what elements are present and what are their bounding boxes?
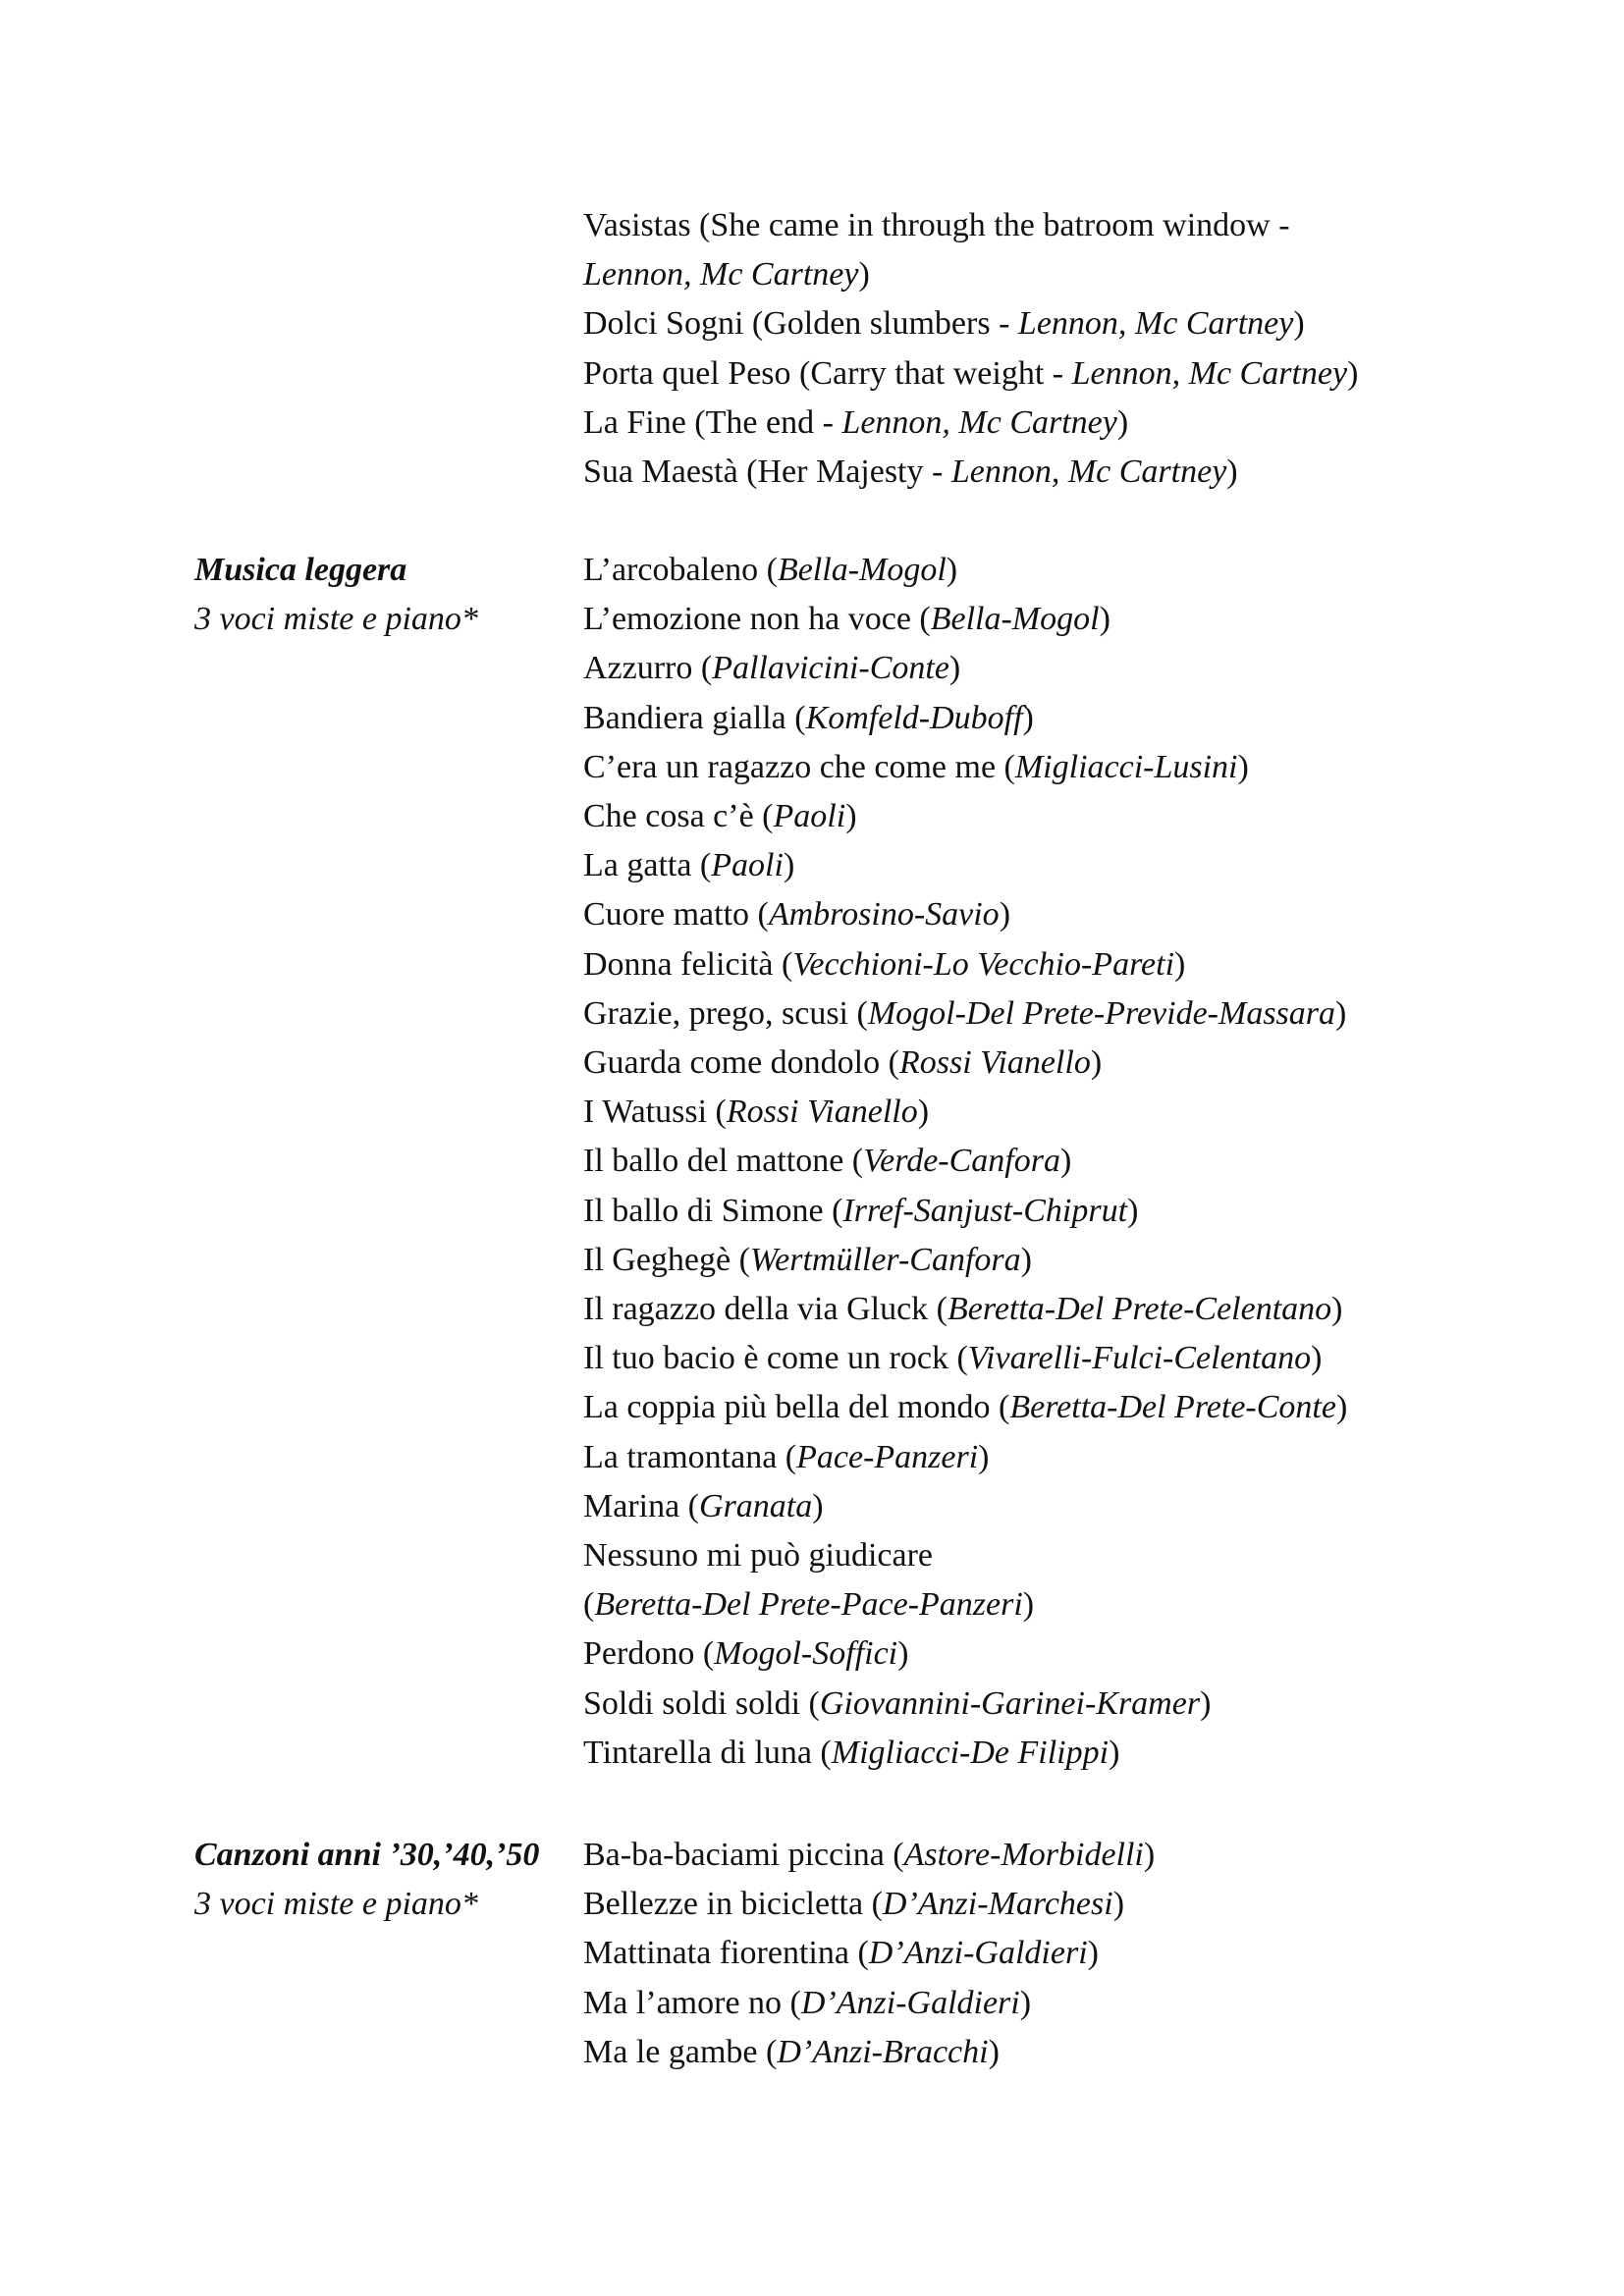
song-title: Azzurro (: [583, 650, 713, 687]
song-authors: Lennon, Mc Cartney: [583, 256, 859, 294]
song-title: ): [897, 1635, 909, 1673]
song-title: ): [948, 650, 961, 687]
song-authors: Paoli: [773, 798, 846, 835]
song-title: I Watussi (: [583, 1094, 727, 1131]
song-entry: [583, 1929, 1565, 1978]
song-authors: Beretta-Del Prete-Celentano: [947, 1291, 1332, 1328]
song-authors: Paoli: [711, 847, 784, 884]
song-title: Il tuo bacio è come un rock (: [583, 1340, 968, 1377]
song-title: Il ragazzo della via Gluck (: [583, 1291, 947, 1328]
song-entry: [583, 546, 1565, 595]
song-authors: Migliacci-Lusini: [1014, 748, 1238, 785]
song-title: Soldi soldi soldi (: [583, 1684, 820, 1722]
song-title: Ma l’amore no (: [583, 1984, 801, 2021]
section-subtitle: 3 voci miste e piano*: [194, 601, 478, 637]
song-title: Nessuno mi può giudicare: [583, 1537, 933, 1575]
song-entry: [583, 1729, 1565, 1778]
song-authors: Lennon, Mc Cartney: [950, 454, 1227, 491]
song-title: ): [1335, 994, 1347, 1032]
song-entry: [583, 644, 1565, 693]
song-authors: Beretta-Del Prete-Pace-Panzeri: [594, 1586, 1023, 1624]
song-entry: [583, 1880, 1565, 1929]
song-title: ): [1019, 1984, 1032, 2021]
song-title: ): [1116, 403, 1129, 441]
song-title: Perdono (: [583, 1635, 715, 1673]
song-authors: Mogol-Del Prete-Previde-Massara: [867, 994, 1336, 1032]
song-title: Ma le gambe (: [583, 2033, 778, 2070]
song-authors: Pallavicini-Conte: [712, 650, 949, 687]
song-authors: Pace-Panzeri: [796, 1438, 979, 1475]
song-title: ): [1090, 1044, 1103, 1082]
song-list: [583, 201, 1565, 497]
song-title: C’era un ragazzo che come me (: [583, 748, 1015, 785]
song-entry: [583, 1433, 1565, 1482]
song-entry: [583, 1285, 1565, 1334]
song-title: La gatta (: [583, 847, 712, 884]
song-entry: [583, 1580, 1565, 1629]
song-title: Sua Maestà (Her Majesty -: [583, 454, 951, 491]
song-title: ): [1099, 601, 1110, 638]
song-authors: Lennon, Mc Cartney: [1017, 305, 1294, 343]
song-list: [583, 1831, 1565, 2077]
song-title: Guarda come dondolo (: [583, 1044, 899, 1082]
song-entry: [583, 1334, 1565, 1383]
song-title: (: [583, 1586, 595, 1624]
song-authors: Rossi Vianello: [726, 1094, 918, 1131]
song-entry: [583, 890, 1565, 939]
song-entry: [583, 989, 1565, 1039]
song-entry: [583, 349, 1565, 399]
song-authors: Mogol-Soffici: [714, 1635, 898, 1673]
section-heading: [194, 1831, 587, 1929]
song-entry: [583, 1831, 1565, 1880]
song-title: Il Geghegè (: [583, 1241, 750, 1278]
song-title: ): [1059, 1143, 1072, 1180]
song-title: ): [1200, 1684, 1212, 1722]
song-authors: Beretta-Del Prete-Conte: [1009, 1389, 1336, 1426]
song-title: ): [988, 2033, 1000, 2070]
song-title: ): [917, 1094, 930, 1131]
song-entry: [583, 1137, 1565, 1186]
section-subtitle: 3 voci miste e piano*: [194, 1886, 478, 1922]
song-title: Bellezze in bicicletta (: [583, 1886, 883, 1923]
song-title: ): [999, 896, 1011, 934]
song-title: Il ballo del mattone (: [583, 1143, 864, 1180]
song-entry: [583, 792, 1565, 841]
song-list: [583, 546, 1565, 1778]
song-entry: [583, 1236, 1565, 1285]
song-title: Tintarella di luna (: [583, 1734, 832, 1771]
song-authors: Irref-Sanjust-Chiprut: [842, 1192, 1128, 1229]
song-title: ): [845, 798, 857, 835]
song-entry: [583, 1979, 1565, 2028]
song-entry: [583, 940, 1565, 989]
song-entry: [583, 1383, 1565, 1432]
song-entry: [583, 299, 1565, 348]
song-entry: [583, 1187, 1565, 1236]
song-title: ): [1347, 354, 1359, 392]
song-title: Donna felicità (: [583, 945, 793, 983]
song-entry: [583, 2028, 1565, 2077]
song-title: Bandiera gialla (: [583, 699, 806, 736]
song-title: Che cosa c’è (: [583, 798, 774, 835]
song-entry: [583, 694, 1565, 743]
song-entry: [583, 1482, 1565, 1531]
song-title: ): [1109, 1734, 1120, 1771]
song-title: ): [858, 256, 870, 294]
song-authors: Wertmüller-Canfora: [749, 1241, 1021, 1278]
song-title: ): [1174, 945, 1186, 983]
song-title: ): [1022, 1586, 1035, 1624]
song-title: ): [783, 847, 795, 884]
section-heading: [194, 546, 587, 644]
song-entry: [583, 1039, 1565, 1088]
song-title: La tramontana (: [583, 1438, 797, 1475]
song-entry: [583, 201, 1565, 250]
song-authors: Lennon, Mc Cartney: [841, 403, 1117, 441]
song-authors: Lennon, Mc Cartney: [1071, 354, 1348, 392]
song-authors: Astore-Morbidelli: [903, 1837, 1144, 1873]
song-authors: Vivarelli-Fulci-Celentano: [967, 1340, 1312, 1377]
song-title: Ba-ba-baciami piccina (: [583, 1837, 904, 1873]
song-title: Il ballo di Simone (: [583, 1192, 843, 1229]
song-title: Grazie, prego, scusi (: [583, 994, 868, 1032]
song-entry: [583, 743, 1565, 792]
song-title: ): [1020, 1241, 1032, 1278]
song-title: ): [1143, 1837, 1156, 1873]
song-title: ): [1335, 1389, 1348, 1426]
song-title: Dolci Sogni (Golden slumbers -: [583, 305, 1018, 343]
song-authors: Komfeld-Duboff: [805, 699, 1023, 736]
song-title: ): [1127, 1192, 1139, 1229]
song-authors: D’Anzi-Galdieri: [868, 1935, 1088, 1972]
song-title: Vasistas (She came in through the batroom window -: [583, 207, 1290, 243]
song-entry: [583, 250, 1565, 299]
song-title: L’arcobaleno (: [583, 552, 778, 588]
song-entry: [583, 1629, 1565, 1679]
song-authors: Migliacci-De Filippi: [831, 1734, 1110, 1771]
song-authors: Giovannini-Garinei-Kramer: [819, 1684, 1201, 1722]
song-authors: Granata: [699, 1487, 813, 1524]
song-authors: D’Anzi-Bracchi: [777, 2033, 989, 2070]
song-entry: [583, 841, 1565, 890]
song-title: ): [1331, 1291, 1343, 1328]
song-title: La Fine (The end -: [583, 403, 842, 441]
song-title: ): [1226, 454, 1238, 491]
song-authors: Ambrosino-Savio: [768, 896, 1000, 934]
song-title: ): [1311, 1340, 1323, 1377]
song-entry: [583, 595, 1565, 644]
song-title: ): [1112, 1886, 1125, 1923]
song-title: Mattinata fiorentina (: [583, 1935, 869, 1972]
song-authors: D’Anzi-Marchesi: [882, 1886, 1113, 1923]
song-authors: Bella-Mogol: [930, 601, 1100, 638]
song-entry: [583, 1680, 1565, 1729]
section-title: Musica leggera: [194, 552, 407, 588]
song-title: Porta quel Peso (Carry that weight -: [583, 354, 1072, 392]
song-authors: Bella-Mogol: [777, 552, 947, 588]
song-authors: Vecchioni-Lo Vecchio-Pareti: [792, 945, 1175, 983]
song-title: ): [812, 1487, 824, 1524]
song-authors: D’Anzi-Galdieri: [800, 1984, 1020, 2021]
song-title: ): [946, 552, 958, 588]
song-title: ): [1087, 1935, 1099, 1972]
song-title: La coppia più bella del mondo (: [583, 1389, 1010, 1426]
song-title: ): [978, 1438, 990, 1475]
song-entry: [583, 448, 1565, 497]
song-entry: [583, 1088, 1565, 1137]
song-entry: [583, 1531, 1565, 1580]
song-title: L’emozione non ha voce (: [583, 601, 931, 638]
song-title: ): [1022, 699, 1034, 736]
song-title: ): [1237, 748, 1249, 785]
song-authors: Verde-Canfora: [863, 1143, 1060, 1180]
song-title: Marina (: [583, 1487, 700, 1524]
song-authors: Rossi Vianello: [898, 1044, 1091, 1082]
song-entry: [583, 399, 1565, 448]
song-title: Cuore matto (: [583, 896, 769, 934]
section-title: Canzoni anni ’30,’40,’50: [194, 1837, 540, 1873]
song-title: ): [1293, 305, 1305, 343]
